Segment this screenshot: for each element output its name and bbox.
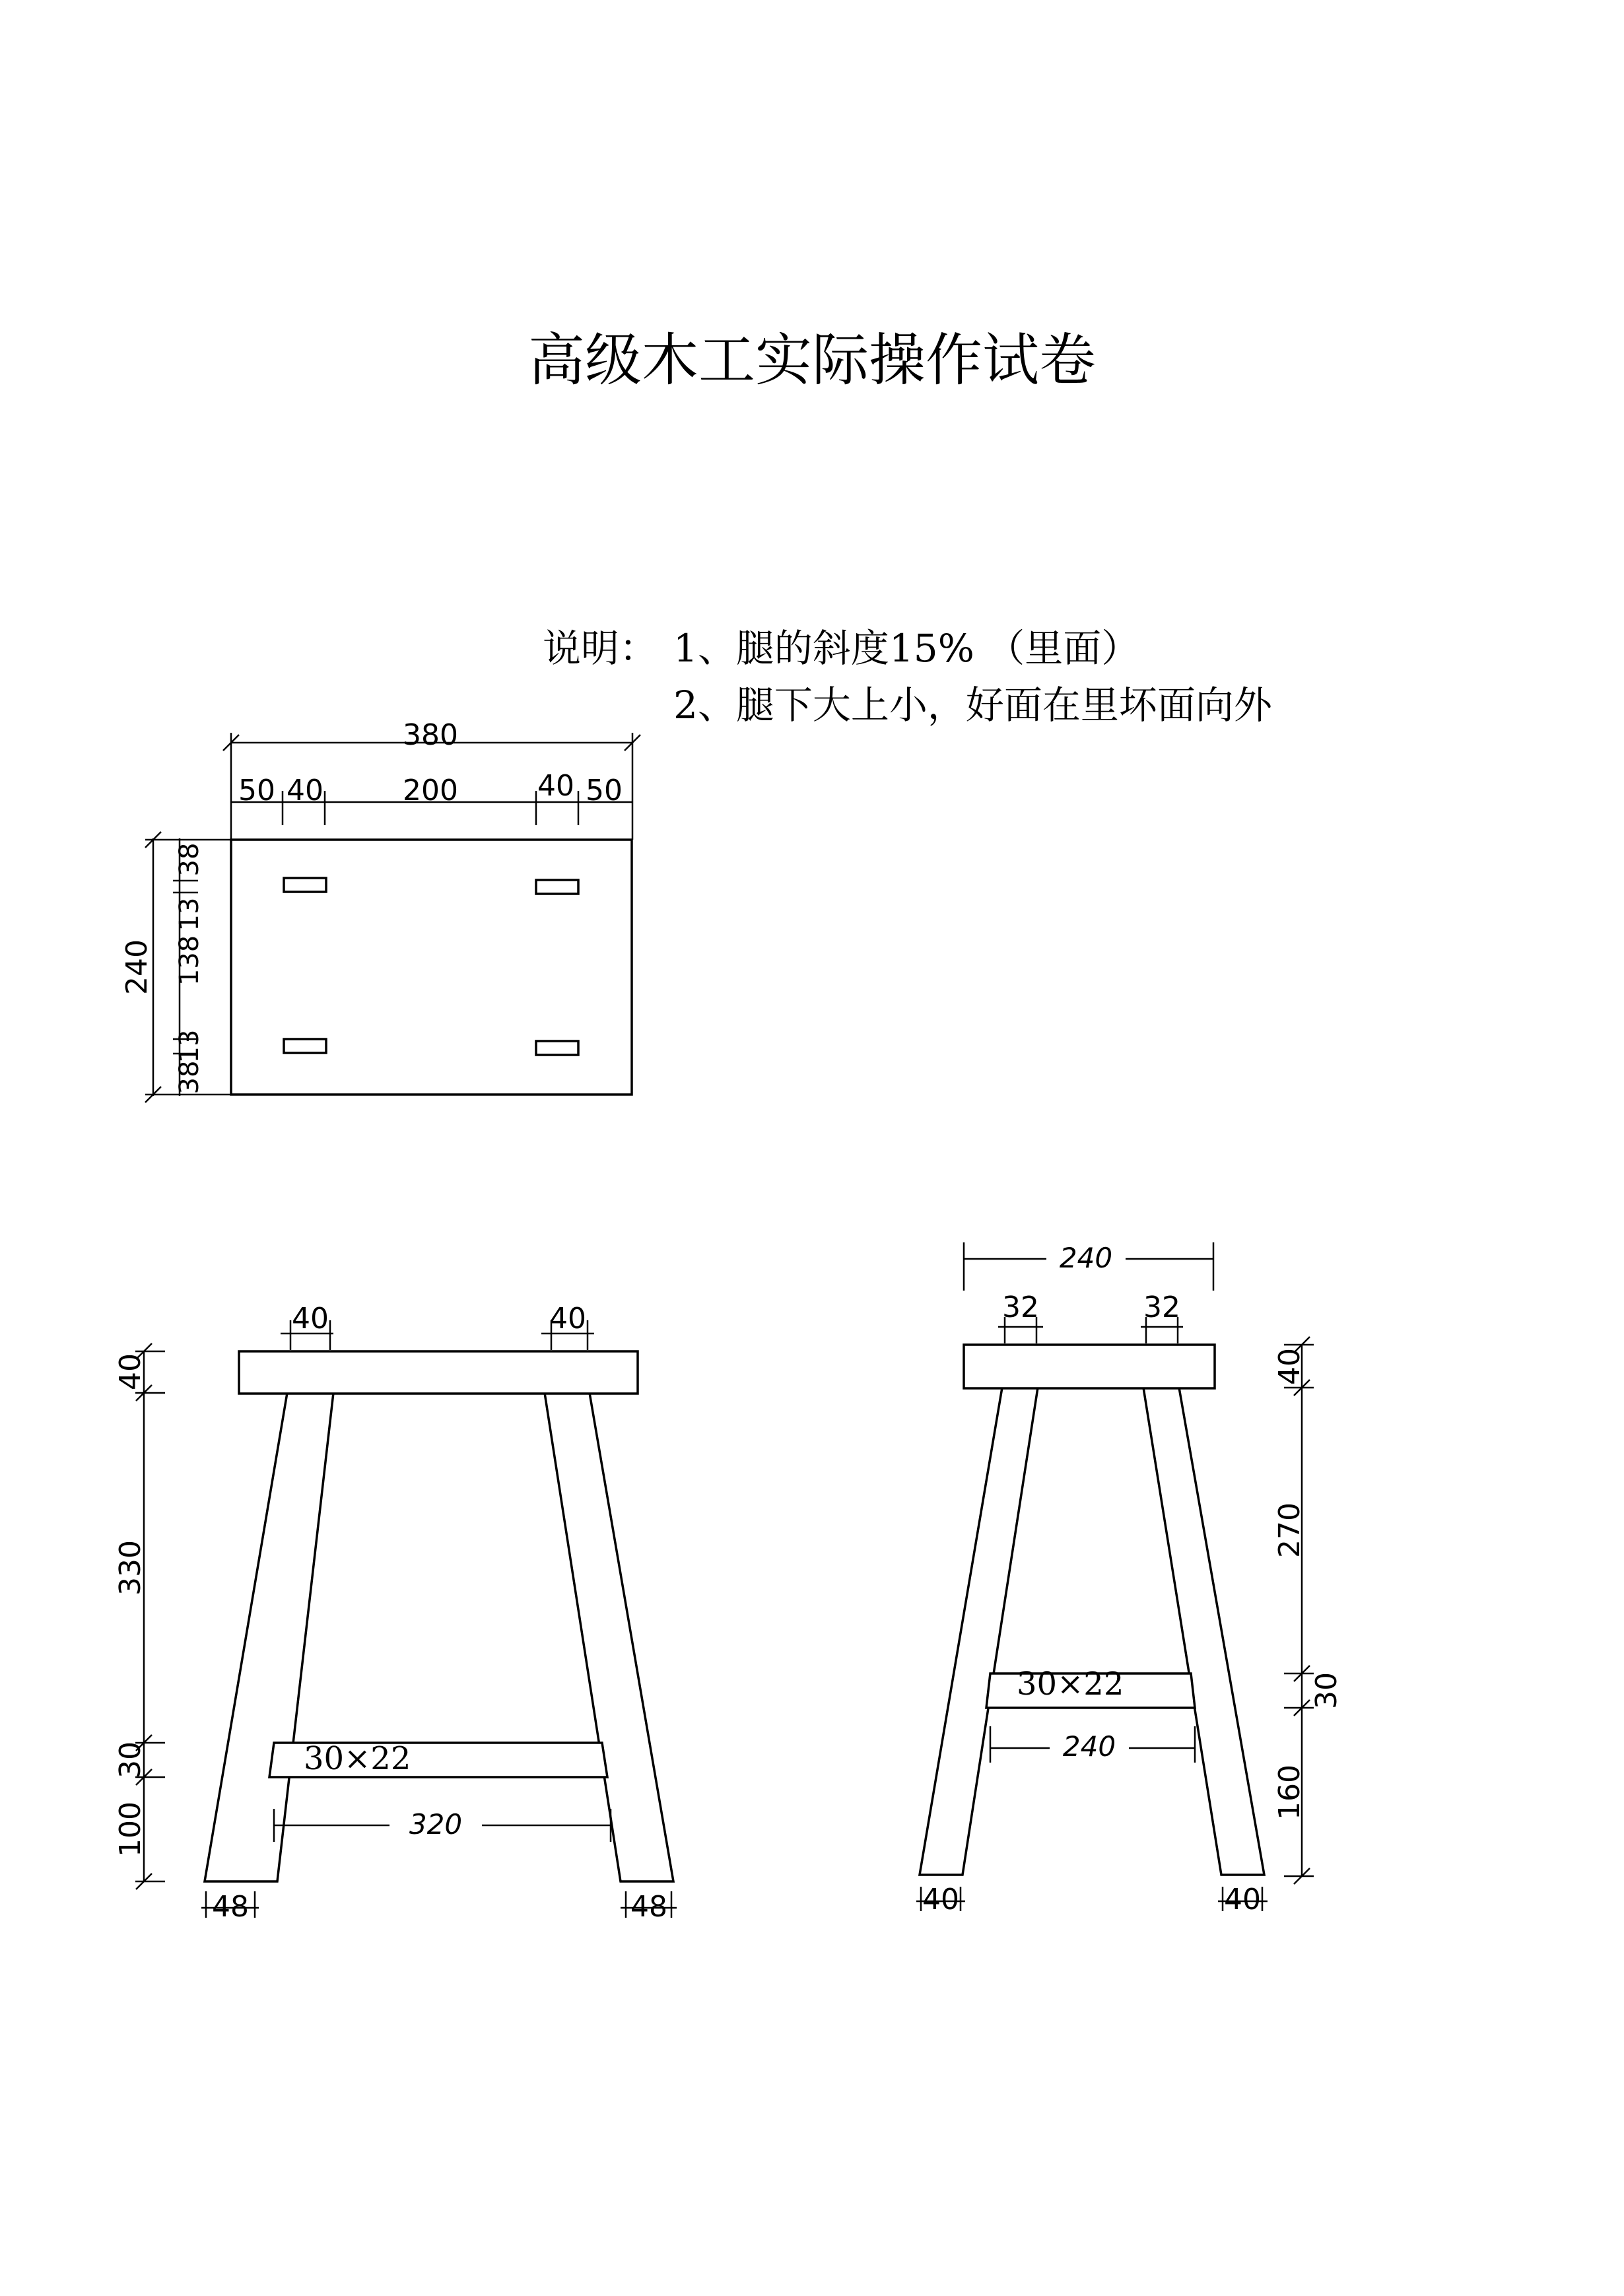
dimension-tenon-left	[998, 1291, 1043, 1343]
dimension-rail-length	[274, 1806, 611, 1842]
dim-380: 380	[403, 718, 458, 752]
dim-320: 320	[409, 1808, 463, 1840]
dimension-tenon-right	[541, 1302, 594, 1350]
dimension-foot-left	[201, 1890, 259, 1924]
dim-40-seat-front: 40	[114, 1353, 147, 1390]
mortise-slot	[284, 1039, 326, 1053]
rail-section-label: 30×22	[304, 1740, 411, 1777]
dim-38-bottom: 38	[174, 1060, 205, 1095]
notes-label: 说明：	[543, 626, 658, 671]
rail-section-label: 30×22	[1017, 1666, 1124, 1703]
dim-40-right: 40	[537, 769, 574, 803]
note-item-1: 1、腿的斜度15% （里面）	[673, 626, 1140, 671]
side-view	[916, 1242, 1343, 1916]
top-view	[120, 718, 640, 1102]
dim-200: 200	[403, 774, 458, 807]
dim-40-seat-side: 40	[1273, 1348, 1306, 1385]
dim-40-left: 40	[287, 774, 323, 807]
mortise-slot	[536, 880, 578, 894]
dim-48-left: 48	[212, 1890, 249, 1924]
leg-right	[545, 1393, 673, 1881]
dim-160: 160	[1273, 1765, 1306, 1820]
dimension-foot-right	[621, 1890, 677, 1924]
dimension-tenon-left	[281, 1302, 333, 1350]
dim-270: 270	[1273, 1503, 1306, 1558]
dimension-foot-right	[1218, 1883, 1268, 1916]
dim-40-tenon-left: 40	[292, 1302, 329, 1335]
dim-32-left: 32	[1002, 1291, 1039, 1324]
dim-13-bottom: 13	[174, 1029, 205, 1064]
dim-240-side: 240	[1059, 1242, 1113, 1274]
dim-13-top: 13	[174, 897, 205, 931]
seat-side	[239, 1351, 638, 1394]
front-view	[114, 1302, 677, 1924]
dim-100: 100	[114, 1802, 147, 1857]
dimension-height-chain	[114, 1343, 165, 1889]
dimension-chain-depth	[173, 838, 205, 1096]
dim-50-left: 50	[238, 774, 275, 807]
dim-240-depth: 240	[120, 939, 154, 995]
mortise-slot	[536, 1041, 578, 1055]
dim-138: 138	[174, 935, 205, 986]
dim-330: 330	[114, 1540, 147, 1596]
dimension-foot-left	[916, 1883, 965, 1916]
leg-right	[1143, 1388, 1264, 1875]
leg-left	[920, 1388, 1038, 1875]
dim-38-top: 38	[174, 842, 205, 877]
seat-end	[964, 1345, 1215, 1388]
note-item-2: 2、腿下大上小，好面在里坏面向外	[673, 683, 1272, 727]
dimension-overall-width	[964, 1242, 1213, 1291]
dim-48-right: 48	[630, 1890, 667, 1924]
dimension-chain-width	[231, 769, 632, 825]
dimension-tenon-right	[1141, 1291, 1183, 1343]
dim-240-rail: 240	[1062, 1730, 1116, 1763]
mortise-slot	[284, 878, 326, 892]
leg-left	[205, 1393, 333, 1881]
dim-40-tenon-right: 40	[549, 1302, 586, 1335]
dim-30-front: 30	[114, 1741, 147, 1778]
dimension-rail-length	[990, 1726, 1195, 1765]
dim-32-right: 32	[1143, 1291, 1180, 1324]
dim-30-side: 30	[1310, 1672, 1343, 1709]
dim-40-foot-left: 40	[922, 1883, 959, 1916]
dimension-height-chain	[1273, 1337, 1343, 1884]
dim-40-foot-right: 40	[1224, 1883, 1261, 1916]
dim-50-right: 50	[586, 774, 623, 807]
page-title: 高级木工实际操作试卷	[528, 327, 1096, 393]
